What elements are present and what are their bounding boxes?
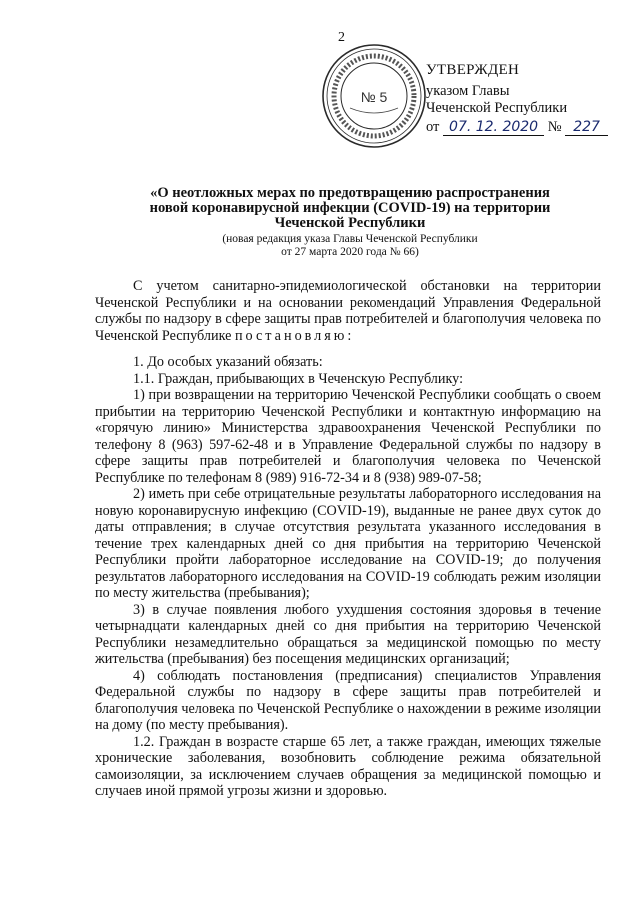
resolve-word: постановляю: [234,327,355,344]
official-seal-stamp [320,42,428,150]
revision-note-line-2: от 27 марта 2020 года № 66) [281,246,419,258]
approval-line-2: Чеченской Республики [426,100,568,116]
revision-note-line-1: (новая редакция указа Главы Чеченской Республики [222,233,478,245]
intro-text: С учетом санитарно-эпидемиологической обстановки на территории Чеченской Республики и на основании рекомендаций Управления Федеральной службы по надзору в сфере защиты прав потребителей и благополучия человека по Чеченской Республике [95,278,601,344]
number-prefix: № [547,119,562,135]
date-prefix: от [426,119,440,135]
approval-date-line [426,119,608,136]
paragraph-1-2: 1.2. Граждан в возрасте старше 65 лет, а также граждан, имеющих тяжелые хронические заболевания, возобновить соблюдение режима обязательной самоизоляции, за исключением случаев обращения за медицинской помощью и случаев иной прямой угрозы жизни и здоровью. [95,733,601,799]
handwritten-date: 07. 12. 2020 [443,119,544,136]
paragraph-1-1-4: 4) соблюдать постановления (предписания) специалистов Управления Федеральной службы по надзору в сфере защиты прав потребителей и благополучия человека по Чеченской Республике о нахождении в режиме изоляции на дому (по месту пребывания). [95,667,601,733]
document-body [95,278,601,800]
handwritten-number: 227 [565,119,608,136]
heading-line-3: Чеченской Республики [274,215,426,231]
document-heading [95,186,605,231]
paragraph-1-1-2: 2) иметь при себе отрицательные результаты лабораторного исследования на новую коронавирусную инфекцию (COVID-19), выданные не ранее двух суток до даты отправления; в случае отсутствия результата указанного исследования в течение трех календарных дней со дня прибытия на территорию Чеченской Республики пройти лабораторное исследование на COVID-19; до получения результатов лабораторного исследования на COVID-19 соблюдать режим изоляции по месту жительства (пребывания); [95,486,601,601]
heading-line-1: «О неотложных мерах по предотвращению распространения [150,185,550,201]
approval-title: УТВЕРЖДЕН [426,62,520,78]
paragraph-1-1-3: 3) в случае появления любого ухудшения состояния здоровья в течение четырнадцати календарных дней со дня прибытия на территорию Чеченской Республики незамедлительно обращаться за медицинской помощью по месту жительства (пребывания) без посещения медицинских организаций; [95,601,601,667]
page-number: 2 [338,30,345,45]
seal-number: № 5 [360,89,388,105]
paragraph-1-1: 1.1. Граждан, прибывающих в Чеченскую Республику: [133,370,464,387]
intro-paragraph [95,278,601,344]
paragraph-1-1-1: 1) при возвращении на территорию Чеченской Республики сообщать о своем прибытии на территорию Чеченской Республики и контактную информацию на «горячую линию» Министерства здравоохранения Чеченской Республики по телефону 8 (963) 597-62-48 и в Управление Федеральной службы по надзору в сфере защиты прав потребителей и благополучия человека по Чеченской Республике по телефонам 8 (989) 916-72-34 и 8 (938) 989-07-58; [95,387,601,486]
approval-block [426,62,608,136]
revision-note [95,233,605,259]
approval-line-1: указом Главы [426,83,510,99]
paragraph-1: 1. До особых указаний обязать: [133,354,323,370]
heading-line-2: новой коронавирусной инфекции (COVID-19) на территории [149,200,551,216]
